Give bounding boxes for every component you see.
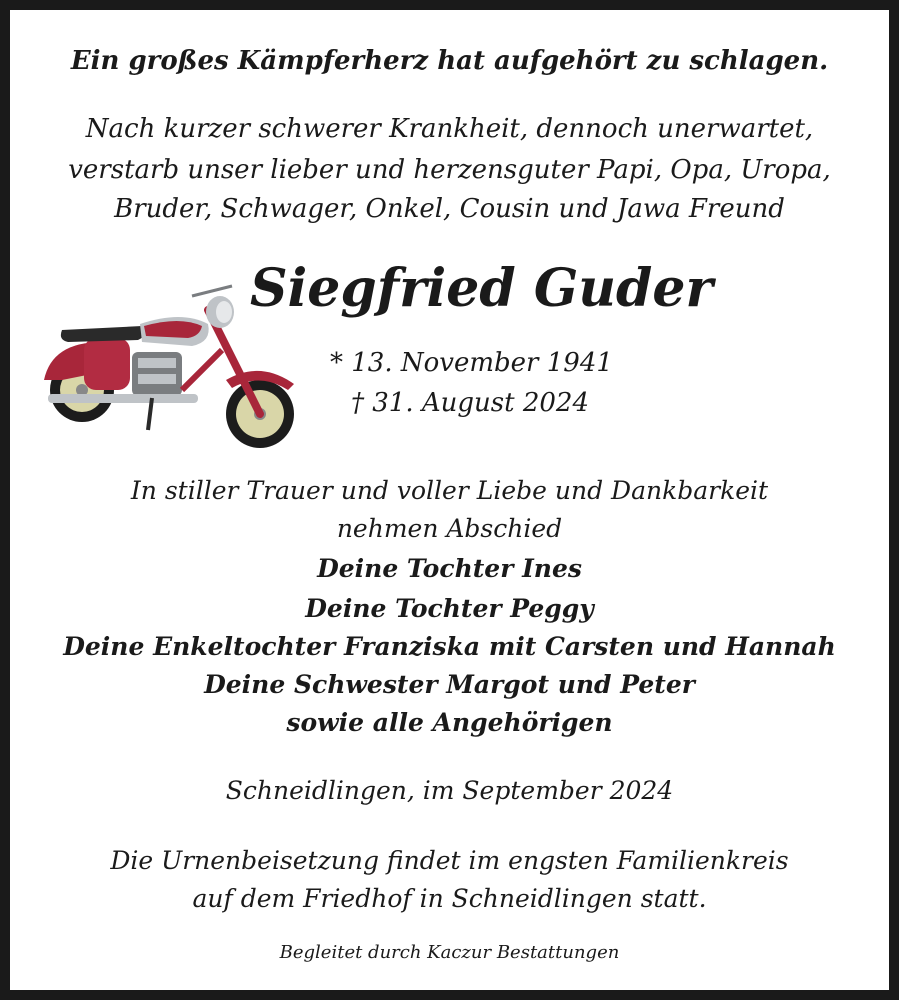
- deceased-name: Siegfried Guder: [250, 258, 713, 319]
- funeral-home-credit: Begleitet durch Kaczur Bestattungen: [279, 942, 620, 963]
- intro-line-3: Bruder, Schwager, Onkel, Cousin und Jawa Freund: [114, 194, 785, 224]
- funeral-line-1: Die Urnenbeisetzung findet im engsten Familienkreis: [110, 846, 789, 875]
- mourning-line-1: In stiller Trauer und voller Liebe und Dankbarkeit: [130, 476, 769, 505]
- family-member: Deine Schwester Margot und Peter: [204, 670, 695, 699]
- seat: [61, 326, 144, 342]
- handlebar: [192, 286, 232, 296]
- death-date: † 31. August 2024: [350, 388, 589, 418]
- birth-date: * 13. November 1941: [330, 348, 613, 378]
- intro-line-2: verstarb unser lieber und herzensguter Papi, Opa, Uropa,: [68, 155, 831, 185]
- mourning-line-2: nehmen Abschied: [336, 514, 563, 543]
- intro-line-1: Nach kurzer schwerer Krankheit, dennoch unerwartet,: [85, 114, 814, 144]
- family-member: Deine Enkeltochter Franziska mit Carsten und Hannah: [63, 632, 836, 661]
- family-member: Deine Tochter Peggy: [305, 594, 594, 623]
- family-member: sowie alle Angehörigen: [286, 708, 613, 737]
- family-member: Deine Tochter Ines: [317, 554, 582, 583]
- place-date: Schneidlingen, im September 2024: [225, 776, 674, 805]
- headline: Ein großes Kämpferherz hat aufgehört zu schlagen.: [70, 46, 829, 76]
- funeral-line-2: auf dem Friedhof in Schneidlingen statt.: [192, 884, 707, 913]
- exhaust: [48, 394, 198, 403]
- side-cover: [84, 338, 130, 390]
